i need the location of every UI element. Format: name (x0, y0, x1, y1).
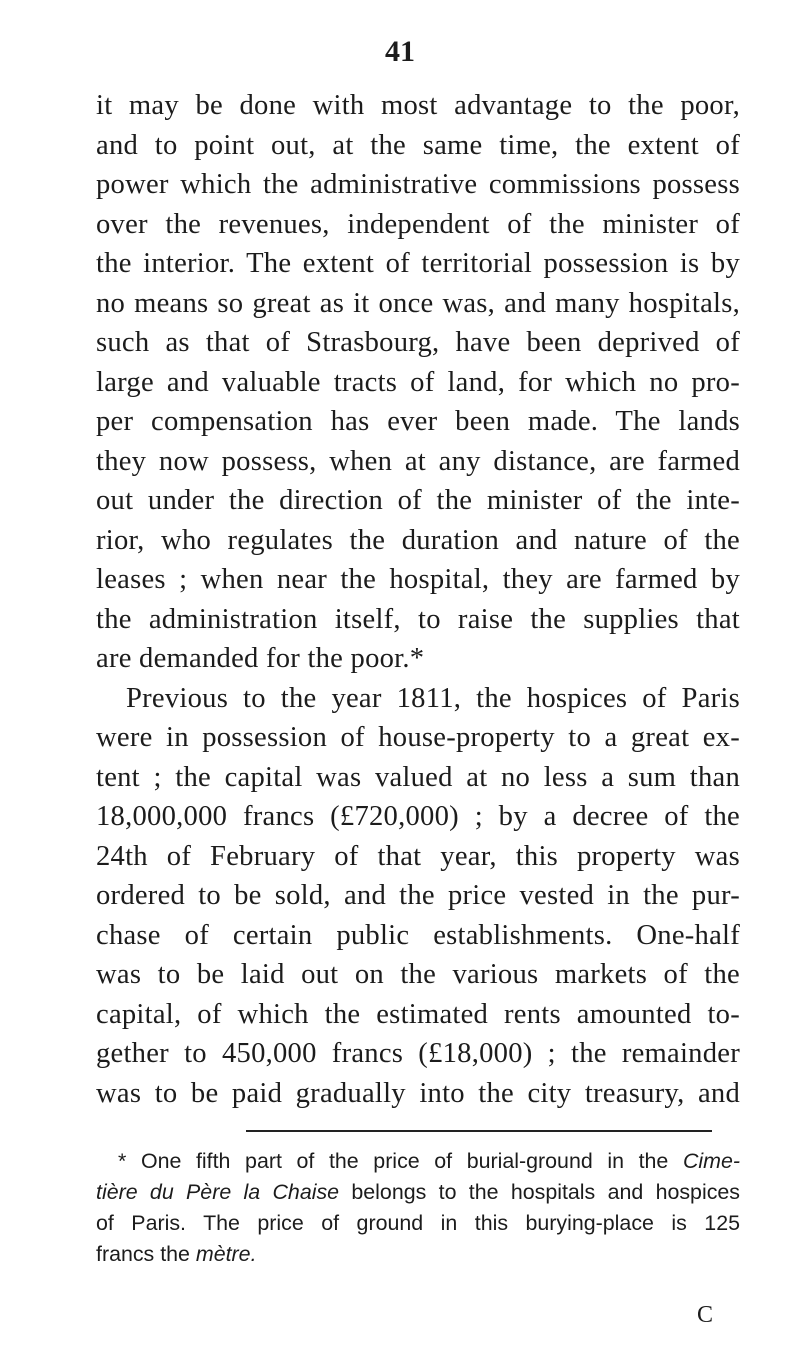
text-line: were in possession of house-property to a great ex- (96, 722, 740, 753)
footnote-line (96, 1146, 740, 1177)
text-line: 18,000,000 francs (£720,000) ; by a decree of the (96, 801, 740, 832)
footnote-divider (246, 1130, 712, 1132)
text-line: power which the administrative commissions possess (96, 169, 740, 200)
text-line: tent ; the capital was valued at no less a sum than (96, 761, 740, 793)
footnote-line (96, 1177, 740, 1208)
text-line: capital, of which the estimated rents amounted to- (96, 998, 740, 1030)
footnote-italic-text: mètre. (195, 1242, 257, 1266)
footnote-marker: * (118, 1149, 127, 1173)
text-line: was to be laid out on the various markets of the (96, 959, 740, 990)
text-line: chase of certain public establishments. One-half (96, 919, 740, 951)
text-line: over the revenues, independent of the minister of (96, 208, 740, 240)
signature-mark: C (697, 1302, 714, 1328)
footnote-text: francs the (96, 1242, 190, 1266)
text-line: are demanded for the poor.* (96, 643, 425, 674)
footnote (96, 1146, 740, 1270)
text-line: large and valuable tracts of land, for which no pro- (96, 366, 740, 398)
text-line: such as that of Strasbourg, have been deprived of (96, 327, 740, 358)
text-line: per compensation has ever been made. The lands (96, 406, 740, 437)
text-line: 24th of February of that year, this property was (96, 840, 740, 872)
text-line: rior, who regulates the duration and nature of the (96, 524, 740, 556)
footnote-italic-text: tière du Père la Chaise (96, 1180, 340, 1204)
text-line: gether to 450,000 francs (£18,000) ; the remainder (96, 1038, 740, 1069)
text-line: out under the direction of the minister of the inte- (96, 485, 740, 516)
text-line: leases ; when near the hospital, they are farmed by (96, 564, 740, 595)
text-line: the interior. The extent of territorial possession is by (96, 248, 740, 279)
footnote-line: of Paris. The price of ground in this burying-place is 125 (96, 1211, 740, 1235)
text-line: they now possess, when at any distance, are farmed (96, 445, 740, 477)
page-number: 41 (385, 35, 415, 68)
text-line: ordered to be sold, and the price vested in the pur- (96, 880, 740, 911)
text-line: Previous to the year 1811, the hospices of Paris (126, 682, 740, 714)
text-line: was to be paid gradually into the city treasury, and (96, 1077, 740, 1109)
text-line: the administration itself, to raise the supplies that (96, 603, 740, 635)
text-line: it may be done with most advantage to the poor, (96, 90, 740, 121)
footnote-text: belongs to the hospitals and hospices (351, 1180, 740, 1204)
text-line: and to point out, at the same time, the extent of (96, 129, 740, 161)
footnote-italic-text: Cime- (682, 1149, 740, 1173)
body-text (96, 86, 740, 1113)
text-line: no means so great as it once was, and many hospitals, (96, 287, 740, 319)
footnote-text: One fifth part of the price of burial-ground in the (140, 1149, 669, 1173)
footnote-line (96, 1239, 740, 1270)
